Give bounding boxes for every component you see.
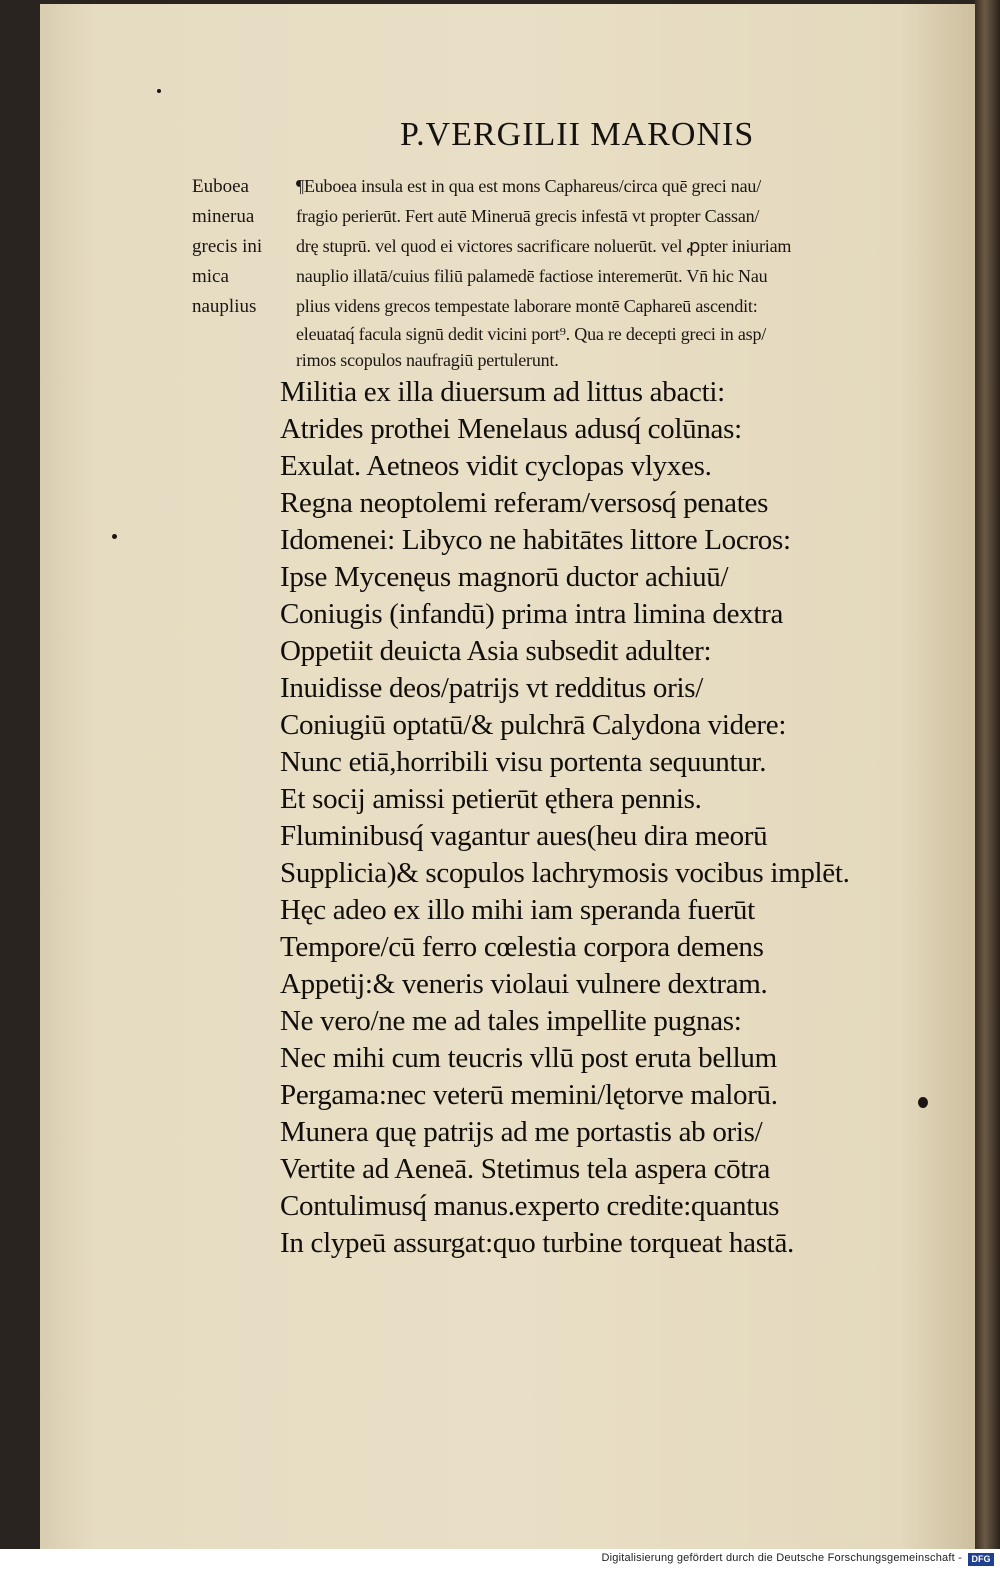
commentary-line: rimos scopulos naufragiū pertulerunt. — [296, 350, 559, 370]
dfg-logo: DFG — [968, 1553, 994, 1566]
commentary-line: fragio perierūt. Fert autē Mineruā grecis infestā vt propter Cassan/ — [296, 206, 760, 226]
verse-line: Appetij:& veneris violaui vulnere dextram. — [280, 968, 768, 1000]
verse-line: Munera quę patrijs ad me portastis ab oris/ — [280, 1116, 763, 1148]
verse-line: Atrides prothei Menelaus adusq́ colūnas: — [280, 413, 742, 445]
verse-line: Coniugis (infandū) prima intra limina dextra — [280, 598, 784, 630]
ink-speck — [918, 1097, 928, 1108]
commentary-line: ¶Euboea insula est in qua est mons Caphareus/circa quē greci nau/ — [296, 176, 762, 196]
margin-note-mica: mica — [192, 266, 229, 287]
verse-line: Fluminibusq́ vagantur aues(heu dira meorū — [280, 820, 768, 852]
verse-line: Ipse Mycenęus magnorū ductor achiuū/ — [280, 561, 729, 593]
margin-note-nauplius: nauplius — [192, 296, 257, 317]
digitization-credit: Digitalisierung gefördert durch die Deutsche Forschungsgemeinschaft - — [601, 1552, 962, 1564]
verse-line: Supplicia)& scopulos lachrymosis vocibus implēt. — [280, 857, 850, 889]
page-title: P.VERGILII MARONIS — [400, 116, 755, 153]
verse-line: Oppetiit deuicta Asia subsedit adulter: — [280, 635, 712, 667]
verse-line: Militia ex illa diuersum ad littus abacti: — [280, 376, 725, 408]
verse-line: Nunc etiā,horribili visu portenta sequuntur. — [280, 746, 767, 778]
verse-line: In clypeū assurgat:quo turbine torqueat hastā. — [280, 1227, 794, 1259]
manuscript-page — [40, 4, 975, 1549]
commentary-line: plius videns grecos tempestate laborare montē Caphareū ascendit: — [296, 296, 758, 316]
verse-line: Hęc adeo ex illo mihi iam speranda fuerūt — [280, 894, 755, 926]
margin-note-euboea: Euboea — [192, 176, 249, 197]
margin-note-minerua: minerua — [192, 206, 255, 227]
commentary-line: drę stuprū. vel quod ei victores sacrificare noluerūt. vel ꝓpter iniuriam — [296, 236, 792, 256]
commentary-line: nauplio illatā/cuius filiū palamedē factiose interemerūt. Vn̄ hic Nau — [296, 266, 768, 286]
verse-line: Pergama:nec veterū memini/lętorve malorū. — [280, 1079, 778, 1111]
verse-line: Coniugiū optatū/& pulchrā Calydona videre: — [280, 709, 787, 741]
verse-line: Vertite ad Aeneā. Stetimus tela aspera cōtra — [280, 1153, 771, 1185]
commentary-line: eleuataq́ facula signū dedit vicini port⁹. Qua re decepti greci in asp/ — [296, 324, 767, 344]
verse-line: Regna neoptolemi referam/versosq́ penates — [280, 487, 769, 519]
verse-line: Nec mihi cum teucris vllū post eruta bellum — [280, 1042, 777, 1074]
verse-line: Idomenei: Libyco ne habitātes littore Locros: — [280, 524, 791, 556]
verse-line: Ne vero/ne me ad tales impellite pugnas: — [280, 1005, 742, 1037]
ink-speck — [157, 89, 161, 93]
verse-line: Tempore/cū ferro cœlestia corpora demens — [280, 931, 764, 963]
footer-bar — [0, 1549, 1000, 1571]
binding-gutter — [975, 0, 1000, 1550]
verse-line: Contulimusq́ manus.experto credite:quantus — [280, 1190, 780, 1222]
ink-speck — [112, 534, 117, 539]
margin-note-grecis-ini: grecis ini — [192, 236, 263, 257]
verse-line: Et socij amissi petierūt ęthera pennis. — [280, 783, 702, 815]
verse-line: Inuidisse deos/patrijs vt redditus oris/ — [280, 672, 703, 704]
verse-line: Exulat. Aetneos vidit cyclopas vlyxes. — [280, 450, 712, 482]
